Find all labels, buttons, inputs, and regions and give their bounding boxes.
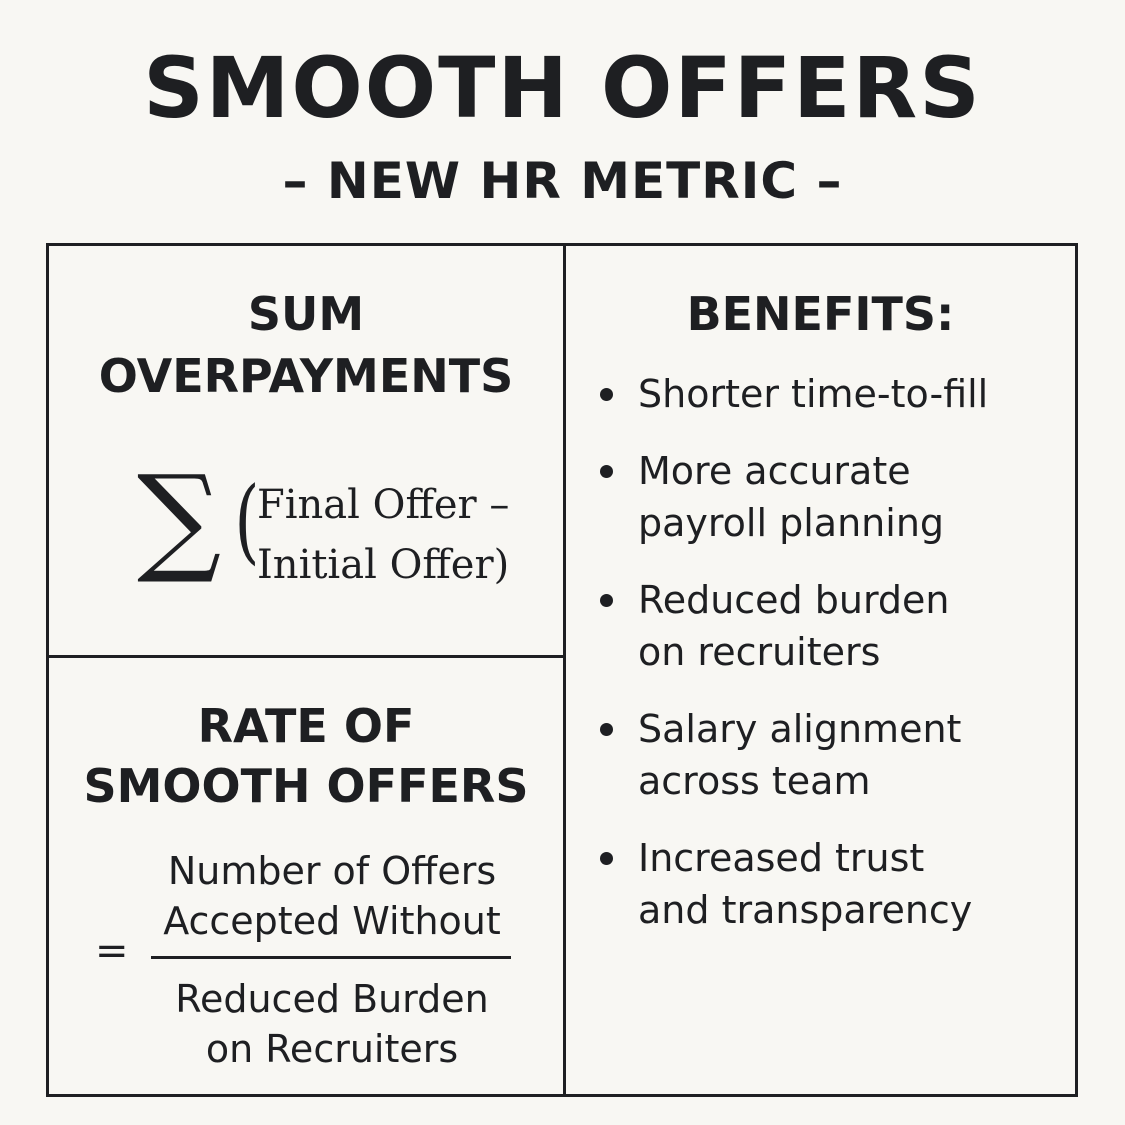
page-subtitle: – NEW HR METRIC – [282,152,843,210]
open-parenthesis: ( [234,467,260,574]
benefit-text: on recruiters [638,630,881,674]
numerator-line-2: Accepted Without [163,899,501,943]
list-item [600,445,1070,549]
list-item [600,368,1070,420]
formula-line-1: Final Offer – [257,482,510,528]
list-item [600,832,1070,936]
benefit-text: payroll planning [638,501,945,545]
sum-formula [137,449,557,588]
benefit-text: Shorter time-to-fill [638,372,989,416]
benefit-text: Increased trust [638,836,925,880]
list-item [600,574,1070,678]
sum-heading-line1: SUM [247,287,365,341]
fraction-bar [151,956,511,959]
benefit-text: across team [638,759,871,803]
benefit-text: and transparency [638,888,973,932]
fraction-numerator [149,846,515,946]
sum-overpayments-panel [49,246,563,655]
bullet-icon [600,723,613,736]
formula-line-2: Initial Offer) [257,542,510,588]
benefits-panel [566,246,1075,1094]
rate-heading-line2: SMOOTH OFFERS [83,759,529,813]
benefits-heading: BENEFITS: [686,287,955,341]
page-title: SMOOTH OFFERS [143,39,982,137]
list-item [600,703,1070,807]
benefit-text: Salary alignment [638,707,962,751]
rate-heading-line1: RATE OF [197,699,415,753]
equals-sign: = [95,928,129,974]
numerator-line-1: Number of Offers [167,849,497,893]
sigma-symbol: ∑ [137,449,222,587]
bullet-icon [600,388,613,401]
benefits-list [600,368,1070,961]
denominator-line-1: Reduced Burden [175,977,489,1021]
rate-smooth-offers-panel [49,658,563,1094]
bullet-icon [600,465,613,478]
bullet-icon [600,594,613,607]
sum-heading-line2: OVERPAYMENTS [98,349,514,403]
denominator-line-2: on Recruiters [205,1027,459,1071]
benefit-text: More accurate [638,449,911,493]
benefit-text: Reduced burden [638,578,950,622]
bullet-icon [600,852,613,865]
fraction-denominator [149,974,515,1074]
metric-grid [46,243,1078,1097]
